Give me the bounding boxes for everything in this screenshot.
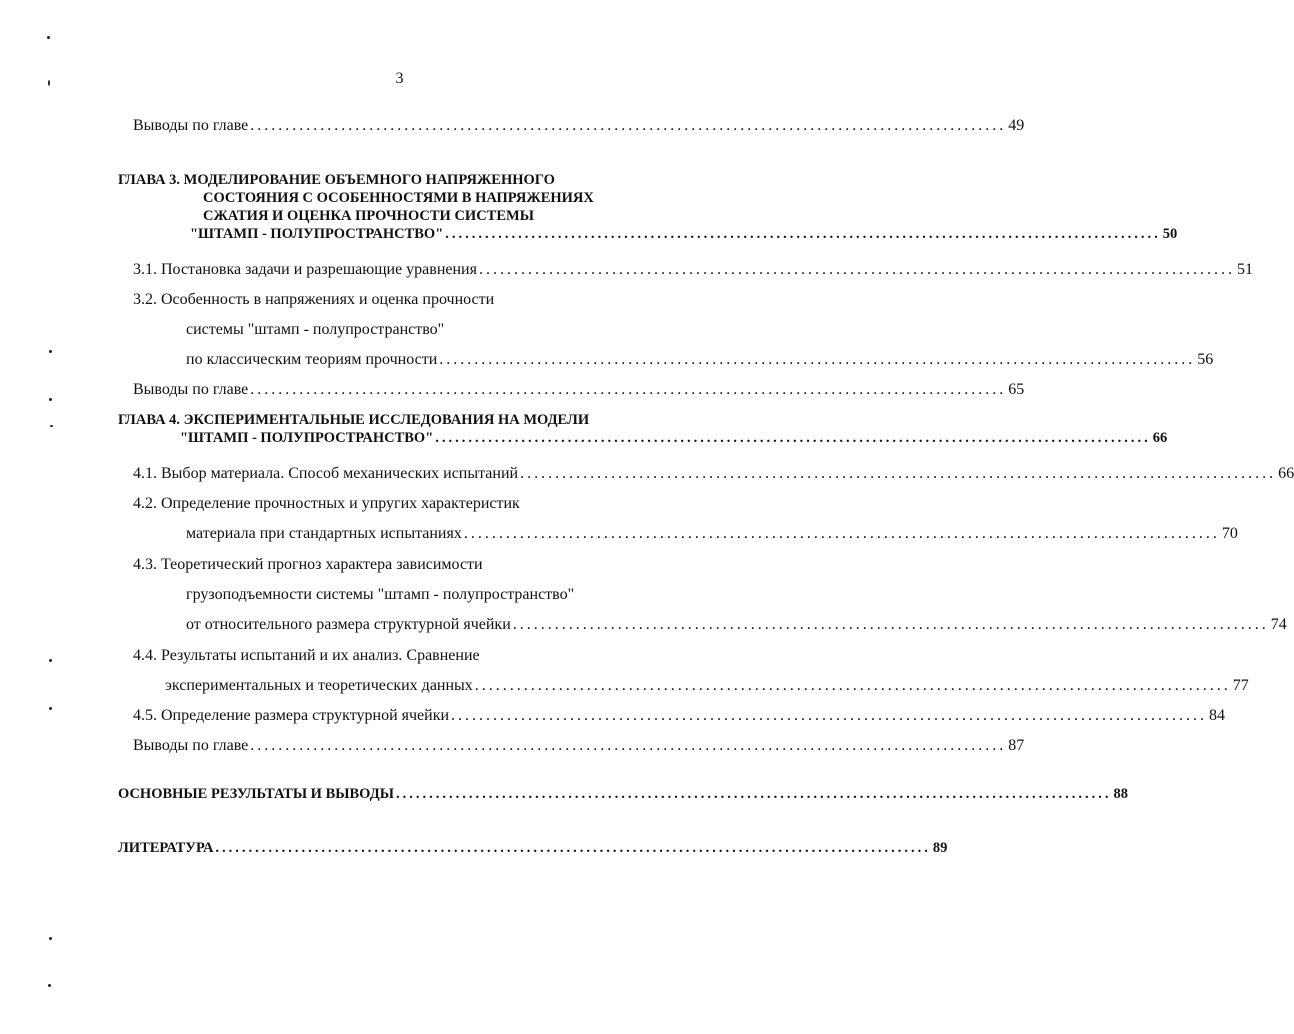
toc-entry-main-results[interactable] [118, 784, 1128, 804]
toc-entry-3-2[interactable] [186, 350, 1214, 370]
toc-chapter4-line1[interactable]: ГЛАВА 4. ЭКСПЕРИМЕНТАЛЬНЫЕ ИССЛЕДОВАНИЯ НА МОДЕЛИ [118, 412, 590, 428]
toc-4-3-line2[interactable]: грузоподъемности системы "штамп - полупространство" [186, 586, 575, 603]
toc-4-3-line1[interactable]: 4.3. Теоретический прогноз характера зависимости [133, 556, 483, 573]
toc-entry-label: Выводы по главе [133, 737, 249, 754]
leader-dots: ............................................................................................................ [451, 707, 1208, 724]
leader-dots: ............................................................................................................ [250, 737, 1007, 754]
toc-entry-page: 49 [1008, 117, 1025, 134]
toc-entry-label: "ШТАМП - ПОЛУПРОСТРАНСТВО" [190, 226, 444, 242]
toc-chapter3-line3[interactable]: СЖАТИЯ И ОЦЕНКА ПРОЧНОСТИ СИСТЕМЫ [203, 208, 534, 224]
leader-dots: ............................................................................................................ [215, 840, 931, 856]
toc-entry-label: Выводы по главе [133, 117, 249, 134]
toc-entry-label: 4.1. Выбор материала. Способ механических испытаний [133, 465, 519, 482]
toc-entry-literature[interactable] [118, 838, 948, 858]
toc-entry-page: 66 [1278, 465, 1294, 482]
toc-entry-page: 51 [1236, 261, 1253, 278]
scan-speck [49, 937, 52, 940]
leader-dots: ............................................................................................................ [463, 525, 1220, 542]
scan-speck [49, 707, 52, 710]
toc-entry-label: по классическим теориям прочности [186, 351, 438, 368]
leader-dots: ............................................................................................................ [395, 786, 1112, 802]
toc-entry-page: 74 [1270, 616, 1287, 633]
leader-dots: ............................................................................................................ [439, 351, 1196, 368]
scan-speck [49, 350, 52, 353]
toc-entry-3-1[interactable] [133, 260, 1253, 280]
toc-entry-label: экспериментальных и теоретических данных [165, 677, 473, 694]
toc-entry-page: 87 [1008, 737, 1025, 754]
leader-dots: ............................................................................................................ [435, 430, 1151, 446]
toc-entry-page: 77 [1232, 677, 1249, 694]
leader-dots: ............................................................................................................ [520, 465, 1277, 482]
toc-entry-conclusions-ch2[interactable] [133, 116, 1025, 136]
toc-entry-page: 65 [1008, 381, 1025, 398]
toc-entry-page: 66 [1152, 430, 1168, 446]
toc-entry-4-1[interactable] [133, 464, 1294, 484]
toc-entry-label: "ШТАМП - ПОЛУПРОСТРАНСТВО" [180, 430, 434, 446]
scan-speck [50, 425, 53, 427]
scan-speck [48, 984, 51, 987]
toc-entry-label: ЛИТЕРАТУРА [118, 840, 214, 856]
scan-speck [49, 398, 52, 401]
scan-speck [47, 36, 50, 39]
toc-entry-label: материала при стандартных испытаниях [186, 525, 462, 542]
toc-entry-4-2[interactable] [186, 524, 1238, 544]
toc-entry-4-5[interactable] [133, 706, 1226, 726]
leader-dots: ............................................................................................................ [250, 381, 1007, 398]
toc-entry-page: 70 [1221, 525, 1238, 542]
toc-entry-page: 84 [1209, 707, 1226, 724]
toc-entry-label: от относительного размера структурной ячейки [186, 616, 511, 633]
toc-4-4-line1[interactable]: 4.4. Результаты испытаний и их анализ. Сравнение [133, 647, 480, 664]
toc-entry-page: 89 [932, 840, 948, 856]
leader-dots: ............................................................................................................ [445, 226, 1161, 242]
scan-speck [48, 80, 50, 86]
toc-chapter3-line2[interactable]: СОСТОЯНИЯ С ОСОБЕННОСТЯМИ В НАПРЯЖЕНИЯХ [203, 190, 594, 206]
toc-entry-page: 56 [1197, 351, 1214, 368]
leader-dots: ............................................................................................................ [478, 261, 1235, 278]
toc-entry-4-4[interactable] [165, 676, 1249, 696]
toc-entry-chapter3[interactable] [190, 224, 1178, 244]
toc-3-2-line1[interactable]: 3.2. Особенность в напряжениях и оценка прочности [133, 291, 495, 308]
toc-entry-label: Выводы по главе [133, 381, 249, 398]
leader-dots: ............................................................................................................ [474, 677, 1231, 694]
toc-entry-label: 4.5. Определение размера структурной ячейки [133, 707, 450, 724]
toc-entry-conclusions-ch3[interactable] [133, 380, 1025, 400]
toc-entry-4-3[interactable] [186, 615, 1287, 635]
toc-entry-label: ОСНОВНЫЕ РЕЗУЛЬТАТЫ И ВЫВОДЫ [118, 786, 394, 802]
toc-chapter3-line1[interactable]: ГЛАВА 3. МОДЕЛИРОВАНИЕ ОБЪЕМНОГО НАПРЯЖЕННОГО [118, 172, 555, 188]
toc-entry-conclusions-ch4[interactable] [133, 736, 1025, 756]
scan-speck [49, 659, 52, 662]
toc-entry-page: 88 [1113, 786, 1128, 802]
leader-dots: ............................................................................................................ [512, 616, 1269, 633]
toc-entry-label: 3.1. Постановка задачи и разрешающие уравнения [133, 261, 477, 278]
toc-3-2-line2[interactable]: системы "штамп - полупространство" [186, 321, 445, 338]
toc-4-2-line1[interactable]: 4.2. Определение прочностных и упругих характеристик [133, 495, 520, 512]
page-number: 3 [395, 70, 404, 87]
toc-entry-page: 50 [1162, 226, 1178, 242]
leader-dots: ............................................................................................................ [250, 117, 1007, 134]
toc-entry-chapter4[interactable] [180, 428, 1168, 448]
